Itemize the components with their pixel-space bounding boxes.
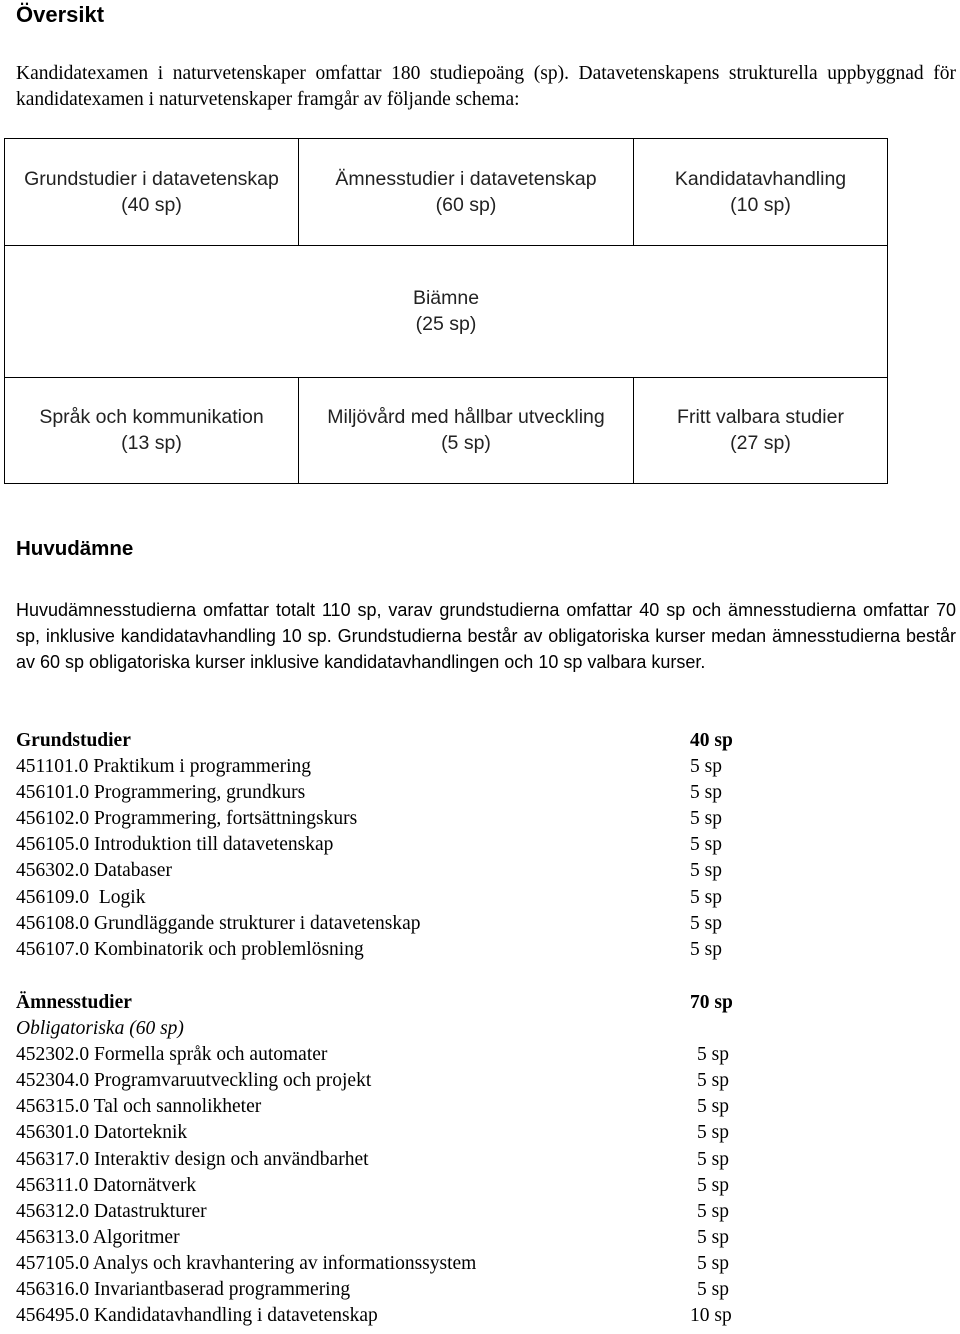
course-credits: 5 sp xyxy=(697,1226,729,1248)
schema-cell-credits: (13 sp) xyxy=(121,432,182,454)
schema-cell-miljovard xyxy=(299,377,634,483)
course-row xyxy=(16,806,776,832)
course-credits: 5 sp xyxy=(697,1148,729,1170)
schema-cell-credits: (27 sp) xyxy=(730,432,791,454)
course-row xyxy=(16,858,776,884)
schema-cell-credits: (60 sp) xyxy=(435,194,497,216)
course-row xyxy=(16,911,776,937)
course-row xyxy=(16,780,776,806)
subsection-row xyxy=(16,1016,776,1042)
overview-heading: Översikt xyxy=(16,2,105,27)
grundstudier-heading: Grundstudier xyxy=(16,730,131,751)
course-name: 456302.0 Databaser xyxy=(16,860,172,882)
amnesstudier-heading: Ämnesstudier xyxy=(16,992,132,1013)
course-name: 456301.0 Datorteknik xyxy=(16,1122,188,1144)
course-row xyxy=(16,1173,776,1199)
amnesstudier-course-list xyxy=(16,990,776,1329)
main-subject-text: Huvudämnesstudierna omfattar totalt 110 sp, varav grundstudierna omfattar 40 sp och ämnesstudierna omfattar 70 sp, inklusive kandidatavhandling 10 sp. Grundstudierna består av obligatoriska kurser medan ämnesstudierna består av 60 sp obligatoriska kurser inklusive kandidatavhandlingen och 10 sp valbara kurser. xyxy=(16,600,956,673)
schema-cell-title: Grundstudier i datavetenskap xyxy=(24,168,279,190)
section-header-row xyxy=(16,728,776,754)
study-structure-diagram xyxy=(4,138,888,484)
course-row xyxy=(16,1277,776,1303)
course-row xyxy=(16,832,776,858)
course-row xyxy=(16,1251,776,1277)
course-row xyxy=(16,885,776,911)
course-credits: 5 sp xyxy=(697,1279,729,1301)
course-credits: 5 sp xyxy=(690,782,722,804)
grundstudier-course-list xyxy=(16,728,776,963)
course-name: 452302.0 Formella språk och automater xyxy=(16,1044,328,1066)
schema-row-main-subject xyxy=(5,139,887,246)
schema-cell-title: Fritt valbara studier xyxy=(677,406,844,428)
schema-cell-credits: (5 sp) xyxy=(441,432,491,454)
schema-cell-grundstudier xyxy=(5,139,299,245)
course-credits: 5 sp xyxy=(690,912,722,934)
schema-cell-kandidatavhandling xyxy=(634,139,887,245)
course-name: 456312.0 Datastrukturer xyxy=(16,1200,207,1222)
schema-row-other xyxy=(5,377,887,483)
section-header-row xyxy=(16,990,776,1016)
course-row xyxy=(16,1068,776,1094)
course-name: 456316.0 Invariantbaserad programmering xyxy=(16,1279,351,1301)
course-row xyxy=(16,1094,776,1120)
course-row xyxy=(16,1225,776,1251)
course-row xyxy=(16,1120,776,1146)
course-row xyxy=(16,1042,776,1068)
schema-cell-title: Ämnesstudier i datavetenskap xyxy=(335,168,597,190)
amnesstudier-total-credits: 70 sp xyxy=(690,992,733,1013)
course-credits: 5 sp xyxy=(697,1070,729,1092)
schema-cell-title: Miljövård med hållbar utveckling xyxy=(327,406,605,428)
grundstudier-total-credits: 40 sp xyxy=(690,730,733,751)
course-name: 452304.0 Programvaruutveckling och projekt xyxy=(16,1070,372,1092)
course-name: 456317.0 Interaktiv design och användbarhet xyxy=(16,1148,369,1170)
course-name: 456313.0 Algoritmer xyxy=(16,1226,180,1248)
overview-intro-text: Kandidatexamen i naturvetenskaper omfattar 180 studiepoäng (sp). Datavetenskapens strukturella uppbyggnad för kandidatexamen i naturvetenskaper framgår av följande schema: xyxy=(16,63,956,110)
course-credits: 5 sp xyxy=(690,860,722,882)
course-credits: 5 sp xyxy=(690,886,722,908)
course-name: 451101.0 Praktikum i programmering xyxy=(16,756,311,778)
schema-cell-credits: (25 sp) xyxy=(415,313,477,335)
schema-cell-biamne xyxy=(5,245,887,377)
course-name: 456315.0 Tal och sannolikheter xyxy=(16,1096,262,1118)
schema-cell-amnesstudier xyxy=(299,139,634,245)
course-credits: 5 sp xyxy=(690,938,722,960)
main-subject-heading: Huvudämne xyxy=(16,537,134,560)
course-name: 456105.0 Introduktion till datavetenskap xyxy=(16,834,334,856)
course-row xyxy=(16,1199,776,1225)
course-name: 456102.0 Programmering, fortsättningskurs xyxy=(16,808,358,830)
course-credits: 5 sp xyxy=(690,808,722,830)
course-credits: 5 sp xyxy=(690,834,722,856)
schema-cell-title: Språk och kommunikation xyxy=(39,406,264,428)
course-name: 456108.0 Grundläggande strukturer i datavetenskap xyxy=(16,912,421,934)
course-credits: 5 sp xyxy=(697,1122,729,1144)
course-name: 456101.0 Programmering, grundkurs xyxy=(16,782,306,804)
schema-cell-sprak xyxy=(5,377,299,483)
course-credits: 5 sp xyxy=(697,1200,729,1222)
course-row xyxy=(16,1147,776,1173)
course-credits: 5 sp xyxy=(697,1174,729,1196)
course-name: 456311.0 Datornätverk xyxy=(16,1174,197,1196)
schema-cell-credits: (10 sp) xyxy=(730,194,791,216)
course-row xyxy=(16,754,776,780)
course-credits: 5 sp xyxy=(697,1044,729,1066)
course-credits: 5 sp xyxy=(690,756,722,778)
schema-cell-credits: (40 sp) xyxy=(121,194,182,216)
course-name: 456107.0 Kombinatorik och problemlösning xyxy=(16,938,364,960)
schema-cell-title: Kandidatavhandling xyxy=(674,168,847,190)
course-credits: 5 sp xyxy=(697,1096,729,1118)
course-name: 457105.0 Analys och kravhantering av informationssystem xyxy=(16,1252,477,1274)
course-row xyxy=(16,1303,776,1329)
obligatoriska-subheading: Obligatoriska (60 sp) xyxy=(16,1018,184,1040)
course-credits: 5 sp xyxy=(697,1252,729,1274)
schema-cell-fritt-valbara xyxy=(634,377,887,483)
course-name: 456109.0 Logik xyxy=(16,886,146,908)
schema-cell-title: Biämne xyxy=(412,287,480,309)
schema-row-minor xyxy=(5,245,887,378)
course-row xyxy=(16,937,776,963)
course-name: 456495.0 Kandidatavhandling i datavetenskap xyxy=(16,1305,378,1327)
course-credits: 10 sp xyxy=(690,1305,732,1327)
